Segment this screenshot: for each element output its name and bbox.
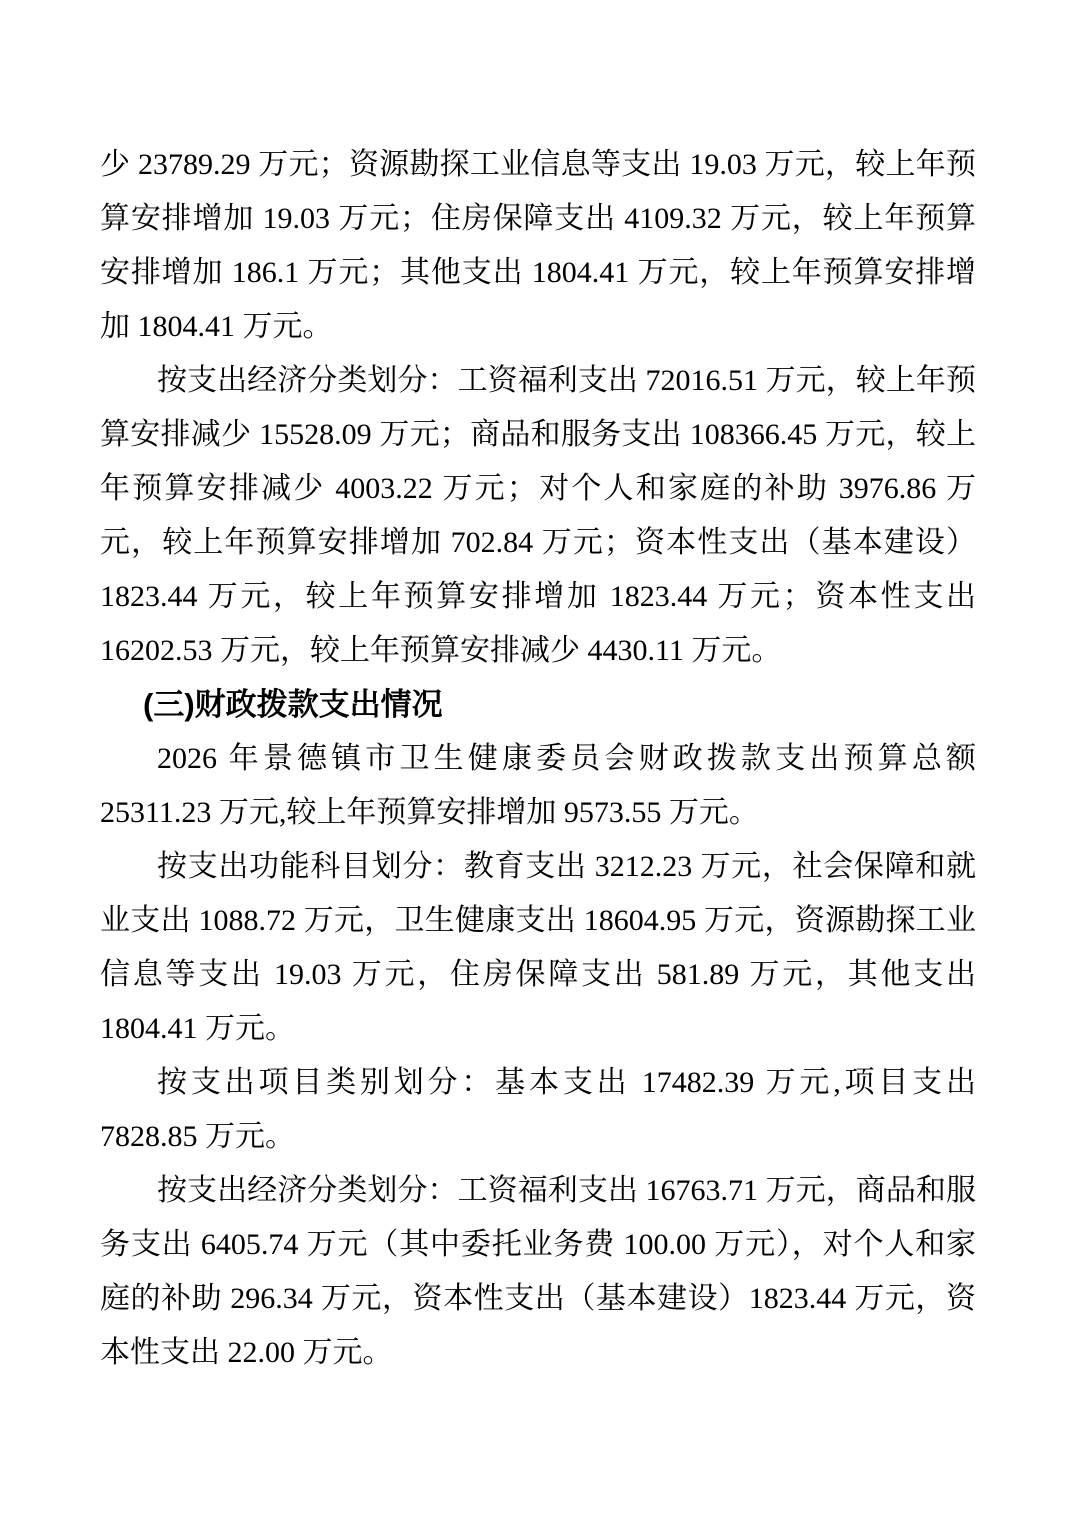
paragraph-functional-expenditure-continued: 少 23789.29 万元；资源勘探工业信息等支出 19.03 万元，较上年预算安排增加 19.03 万元；住房保障支出 4109.32 万元，较上年预算安排增加 186.1 万元；其他支出 1804.41 万元，较上年预算安排增加 1804.41 万元。 [100,148,976,343]
paragraph-functional-subject-breakdown: 按支出功能科目划分：教育支出 3212.23 万元，社会保障和就业支出 1088.72 万元，卫生健康支出 18604.95 万元，资源勘探工业信息等支出 19.03 万元，住房保障支出 581.89 万元，其他支出 1804.41 万元。 [100,850,976,1045]
section-heading-fiscal-appropriation-expenditure: (三)财政拨款支出情况 [143,687,443,722]
document-body [100,138,976,1380]
paragraph-economic-classification-expenditure: 按支出经济分类划分：工资福利支出 72016.51 万元，较上年预算安排减少 15528.09 万元；商品和服务支出 108366.45 万元，较上年预算安排减少 4003.22 万元；对个人和家庭的补助 3976.86 万元，较上年预算安排增加 702.84 万元；资本性支出（基本建设）1823.44 万元，较上年预算安排增加 1823.44 万元；资本性支出 16202.53 万元，较上年预算安排减少 4430.11 万元。 [100,364,976,667]
paragraph-economic-classification-breakdown: 按支出经济分类划分：工资福利支出 16763.71 万元，商品和服务支出 6405.74 万元（其中委托业务费 100.00 万元），对个人和家庭的补助 296.34 万元，资本性支出（基本建设）1823.44 万元，资本性支出 22.00 万元。 [100,1174,976,1369]
paragraph-project-category-breakdown: 按支出项目类别划分：基本支出 17482.39 万元,项目支出 7828.85 万元。 [100,1066,976,1153]
paragraph-appropriation-total: 2026 年景德镇市卫生健康委员会财政拨款支出预算总额 25311.23 万元,较上年预算安排增加 9573.55 万元。 [100,742,976,829]
